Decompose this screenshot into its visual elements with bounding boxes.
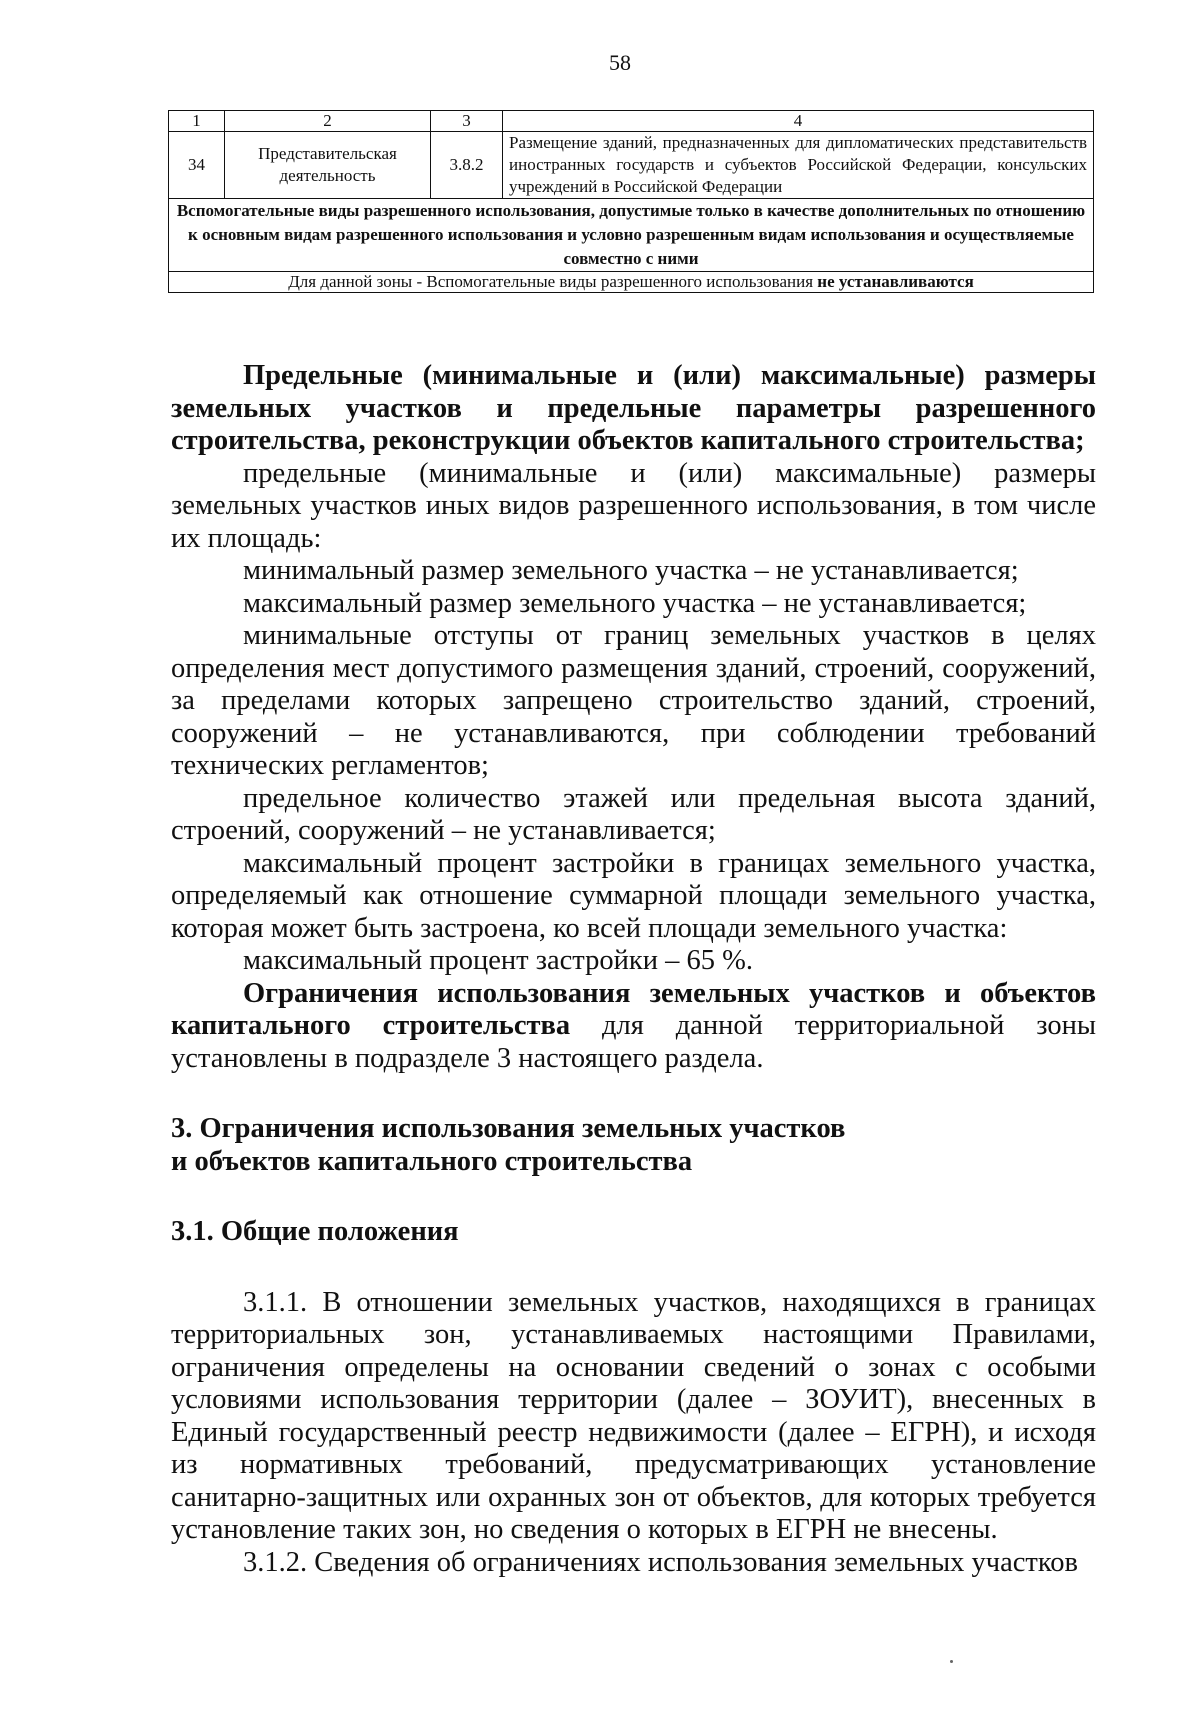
page-number: 58 [609,50,631,75]
paragraph-size-limits: предельные (минимальные и (или) максимальные) размеры земельных участков иных видов разрешенного использования, в том числе их площадь: [171,457,1096,554]
scan-speck [950,1660,953,1663]
restrictions-reference-bold: Ограничения использования земельных участков и объектов капитального строительства [171,977,1096,1041]
paragraph-floors: предельное количество этажей или предельная высота зданий, строений, сооружений – не устанавливается; [171,782,1096,846]
aux-note-text: Для данной зоны - Вспомогательные виды разрешенного использования [288,272,818,291]
paragraph-max-size: максимальный размер земельного участка – не устанавливается; [243,587,1027,619]
land-use-table [168,110,1094,293]
paragraph-restrictions-reference [171,978,1096,1076]
header-cell-3: 3 [431,111,503,132]
use-type-name: Представительская деятельность [225,132,431,199]
paragraph-3-1-2: 3.1.2. Сведения об ограничениях использования земельных участков [243,1546,1078,1578]
document-body [171,360,1096,1579]
aux-note-emphasis: не устанавливаются [817,272,974,291]
paragraph-coverage-definition: максимальный процент застройки в границах земельного участка, определяемый как отношение суммарной площади земельного участка, которая может быть застроена, ко всей площади земельного участка: [171,847,1096,944]
table-header-row [169,111,1094,132]
section-heading-line2: и объектов капитального строительства [171,1145,693,1177]
aux-uses-title: Вспомогательные виды разрешенного использования, допустимые только в качестве дополнительных по отношению к основным видам разрешенного использования и условно разрешенным видам использования и осуществляемые совместно с ними [169,199,1094,272]
use-type-description: Размещение зданий, предназначенных для дипломатических представительств иностранных государств и субъектов Российской Федерации, консульских учреждений в Российской Федерации [503,132,1094,199]
aux-uses-note [169,272,1094,293]
section-heading-line1: 3. Ограничения использования земельных участков [171,1113,846,1144]
header-cell-4: 4 [503,111,1094,132]
paragraph-3-1-1: 3.1.1. В отношении земельных участков, находящихся в границах территориальных зон, устанавливаемых настоящими Правилами, ограничения определены на основании сведений о зонах с особыми условиями использования территории (далее – ЗОУИТ), внесенных в Единый государственный реестр недвижимости (далее – ЕГРН), и исходя из нормативных требований, предусматривающих установление санитарно-защитных или охранных зон от объектов, для которых требуется установление таких зон, но сведения о которых в ЕГРН не внесены. [171,1286,1096,1545]
aux-title-row [169,199,1094,272]
row-number: 34 [169,132,225,199]
paragraph-min-size: минимальный размер земельного участка – не устанавливается; [243,555,1019,586]
limits-heading-paragraph: Предельные (минимальные и (или) максимальные) размеры земельных участков и предельные параметры разрешенного строительства, реконструкции объектов капитального строительства; [171,360,1096,456]
section-heading [171,1113,1096,1178]
header-cell-2: 2 [225,111,431,132]
table-row [169,132,1094,199]
paragraph-setbacks: минимальные отступы от границ земельных участков в целях определения мест допустимого размещения зданий, строений, сооружений, за пределами которых запрещено строительство зданий, строений, сооружений – не устанавливаются, при соблюдении требований технических регламентов; [171,620,1096,781]
restrictions-reference-rest: для данной территориальной зоны установлены в подразделе 3 настоящего раздела. [171,1010,1096,1074]
subsection-heading: 3.1. Общие положения [171,1216,459,1247]
use-type-code: 3.8.2 [431,132,503,199]
header-cell-1: 1 [169,111,225,132]
paragraph-coverage-value: максимальный процент застройки – 65 %. [243,945,753,976]
aux-note-row [169,272,1094,293]
